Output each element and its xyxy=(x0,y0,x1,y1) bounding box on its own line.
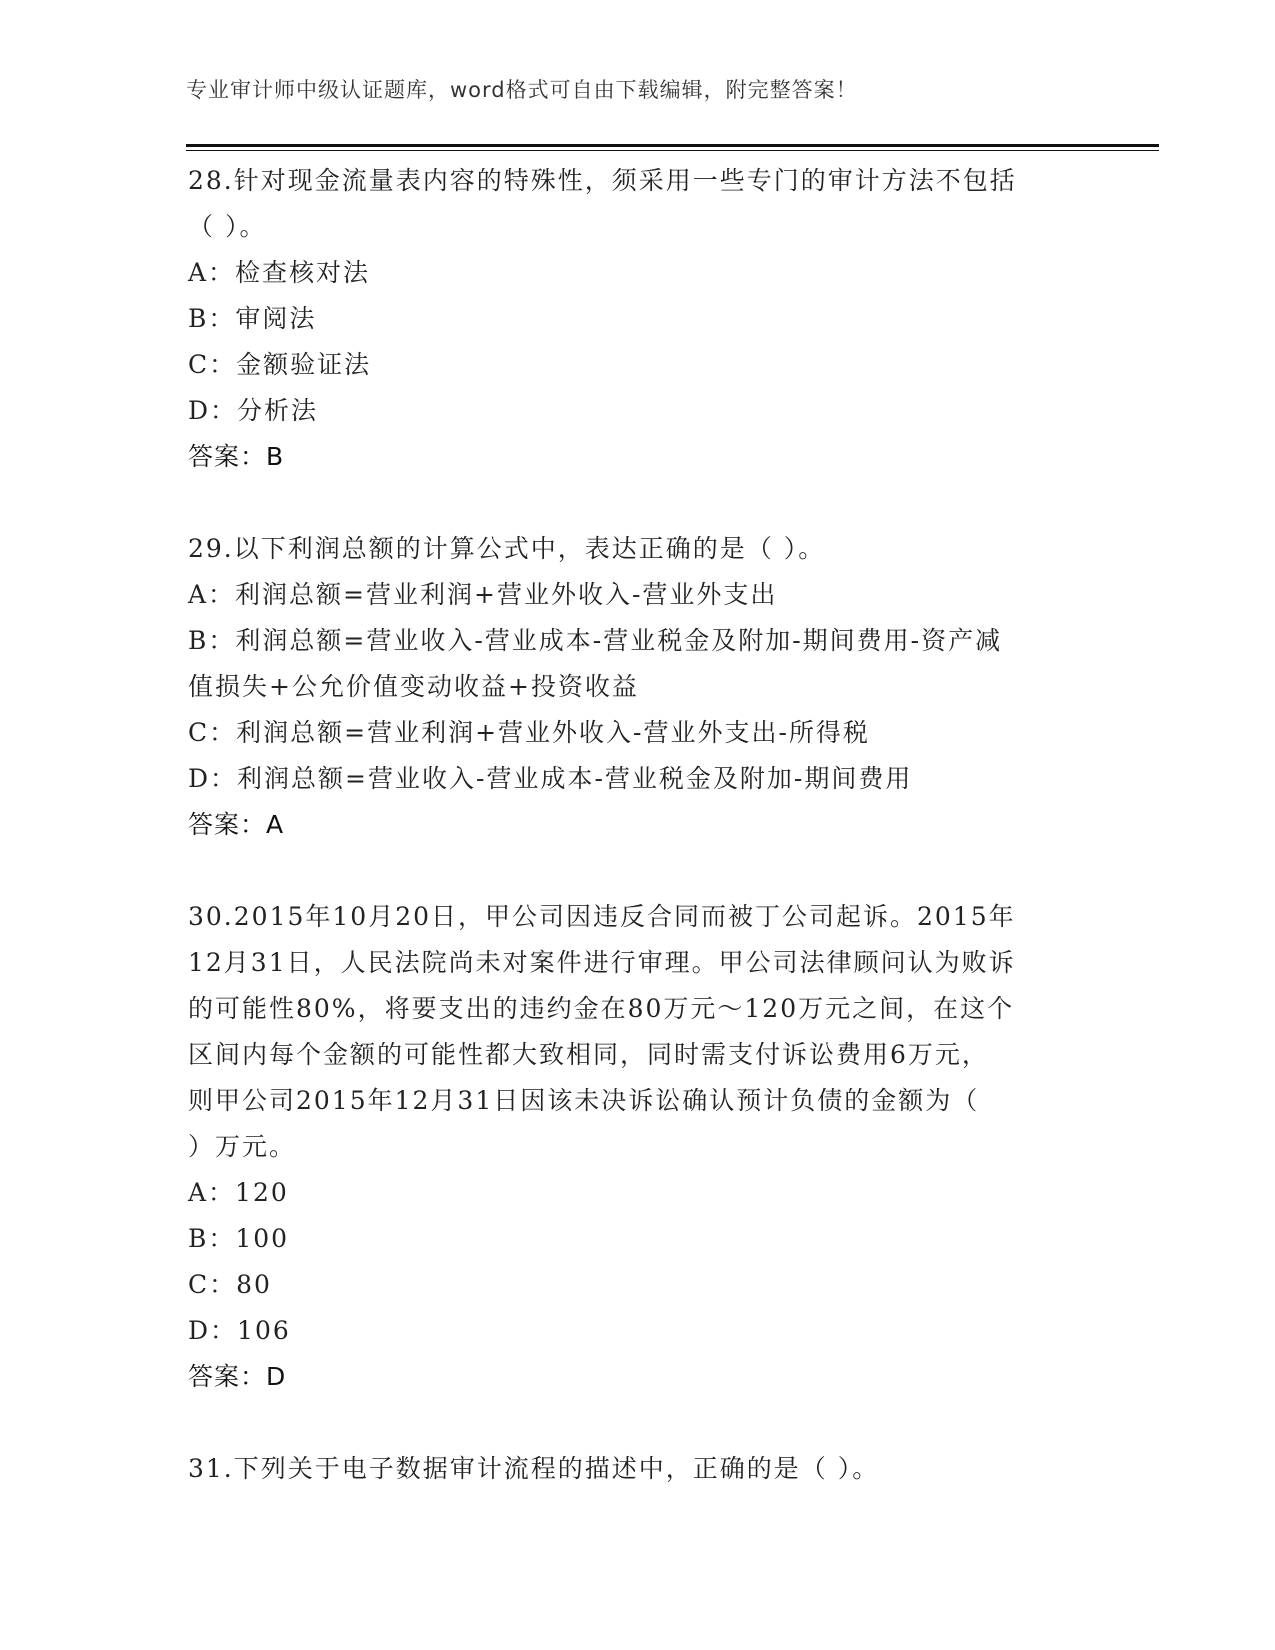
option-b: B：利润总额=营业收入-营业成本-营业税金及附加-期间费用-资产减 xyxy=(188,626,1003,655)
answer: 答案：A xyxy=(188,810,285,839)
header-divider xyxy=(186,144,1159,147)
spacer xyxy=(188,848,1088,894)
spacer xyxy=(188,480,1088,526)
option-a: A：120 xyxy=(188,1178,289,1207)
question-stem: 30.2015年10月20日，甲公司因违反合同而被丁公司起诉。2015年 xyxy=(188,902,1016,931)
question-stem: （ ）。 xyxy=(188,212,267,241)
question-stem: 则甲公司2015年12月31日因该未决诉讼确认预计负债的金额为（ xyxy=(188,1086,980,1115)
option-c: C：80 xyxy=(188,1270,272,1299)
option-c: C：利润总额=营业利润+营业外收入-营业外支出-所得税 xyxy=(188,718,870,747)
question-30 xyxy=(188,894,1088,1400)
option-d: D：利润总额=营业收入-营业成本-营业税金及附加-期间费用 xyxy=(188,764,913,793)
option-a: A：检查核对法 xyxy=(188,258,371,287)
header-divider-thin xyxy=(186,150,1159,151)
option-d: D：106 xyxy=(188,1316,291,1345)
question-stem: 区间内每个金额的可能性都大致相同，同时需支付诉讼费用6万元， xyxy=(188,1040,989,1069)
option-b: B：100 xyxy=(188,1224,290,1253)
question-stem: 31.下列关于电子数据审计流程的描述中，正确的是（ ）。 xyxy=(188,1454,880,1483)
answer: 答案：B xyxy=(188,442,285,471)
question-28 xyxy=(188,158,1088,480)
question-list xyxy=(188,158,1088,1492)
question-stem: ）万元。 xyxy=(188,1132,297,1161)
option-c: C：金额验证法 xyxy=(188,350,372,379)
option-a: A：利润总额=营业利润+营业外收入-营业外支出 xyxy=(188,580,778,609)
option-b-continued: 值损失+公允价值变动收益+投资收益 xyxy=(188,672,639,701)
question-31 xyxy=(188,1446,1088,1492)
page-header: 专业审计师中级认证题库，word格式可自由下载编辑，附完整答案！ xyxy=(186,78,858,102)
option-d: D：分析法 xyxy=(188,396,319,425)
option-b: B：审阅法 xyxy=(188,304,317,333)
spacer xyxy=(188,1400,1088,1446)
question-stem: 29.以下利润总额的计算公式中，表达正确的是（ ）。 xyxy=(188,534,826,563)
question-stem: 的可能性80%，将要支出的违约金在80万元～120万元之间，在这个 xyxy=(188,994,1015,1023)
answer: 答案：D xyxy=(188,1362,287,1391)
question-stem: 28.针对现金流量表内容的特殊性，须采用一些专门的审计方法不包括 xyxy=(188,166,1017,195)
question-stem: 12月31日，人民法院尚未对案件进行审理。甲公司法律顾问认为败诉 xyxy=(188,948,1016,977)
question-29 xyxy=(188,526,1088,848)
